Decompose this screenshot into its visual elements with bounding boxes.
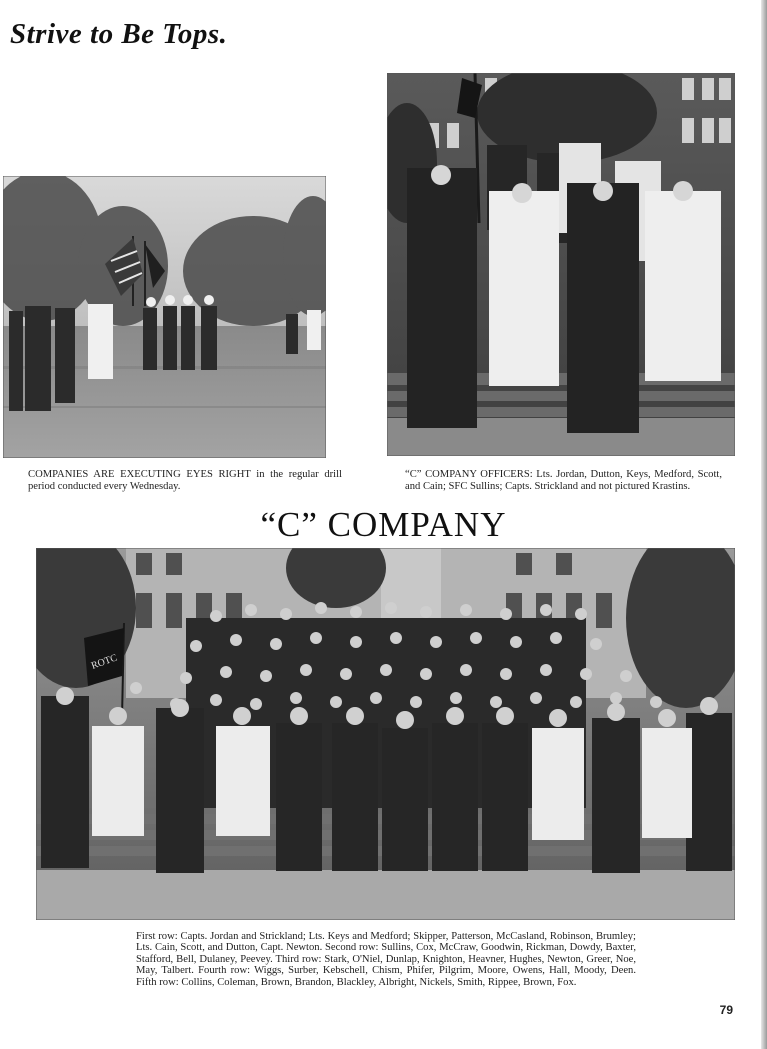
drill-photo: [3, 176, 326, 458]
rotc-flag-text: ROTC: [89, 652, 119, 672]
officers-photo-caption: “C” COMPANY OFFICERS: Lts. Jordan, Dutton, Keys, Medford, Scott, and Cain; SFC Sullins; Capts. Strickland and not pictured Krastins.: [405, 469, 722, 492]
company-group-caption: First row: Capts. Jordan and Strickland; Lts. Keys and Medford; Skipper, Patterson, McCasland, Robinson, Brumley; Lts. Cain, Scott, and Dutton, Capt. Newton. Second row: Sullins, Cox, McCraw, Goodwin, Rickman, Dowdy, Baxter, Stafford, Bell, Dulaney, Peevey. Third row: Stark, O'Niel, Dunlap, Knighton, Heavner, Hughes, Newton, Greer, Noe, May, Talbert. Fourth row: Wiggs, Surber, Kebschell, Chism, Phifer, Pilgrim, Moore, Owens, Hall, Moody, Deen. Fifth row: Collins, Coleman, Brown, Brandon, Blackley, Albright, Nickels, Smith, Rippee, Brown, Fox.: [136, 931, 636, 988]
drill-photo-caption: COMPANIES ARE EXECUTING EYES RIGHT in the regular drill period conducted every Wednesday.: [28, 469, 342, 492]
page-headline: Strive to Be Tops.: [10, 18, 228, 50]
page-number: 79: [719, 1003, 733, 1017]
company-group-photo: [36, 548, 735, 920]
officers-photo: [387, 73, 735, 456]
section-title: “C” COMPANY: [260, 505, 507, 544]
